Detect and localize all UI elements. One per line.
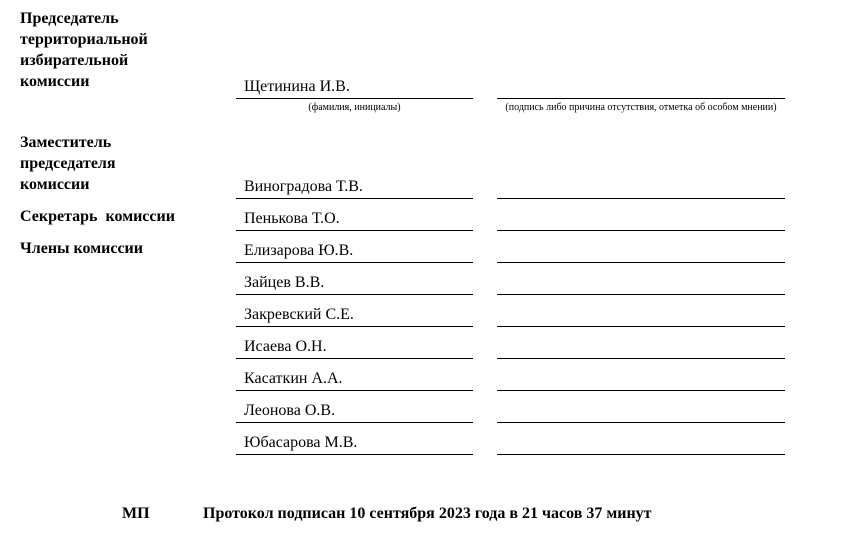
deputy-role-label [20, 132, 116, 195]
chairman-name-line [236, 98, 473, 99]
member-name: Исаева О.Н. [244, 338, 327, 355]
member-name: Елизарова Ю.В. [244, 242, 354, 259]
member-name: Леонова О.В. [244, 402, 336, 419]
member-name-line [236, 262, 473, 263]
members-role-label: Члены комиссии [20, 240, 143, 257]
deputy-signature-line [497, 198, 785, 199]
member-signature-line [497, 294, 785, 295]
name-caption: (фамилия, инициалы) [308, 102, 401, 113]
deputy-name-line [236, 198, 473, 199]
member-signature-line [497, 454, 785, 455]
secretary-name: Пенькова Т.О. [244, 210, 340, 227]
member-name: Касаткин А.А. [244, 370, 343, 387]
role-line: комиссии [20, 73, 90, 90]
chairman-signature-line [497, 98, 785, 99]
secretary-role-label: Секретарь комиссии [20, 208, 175, 225]
deputy-name: Виноградова Т.В. [244, 178, 363, 195]
chairman-role-label [20, 8, 148, 92]
member-name-line [236, 294, 473, 295]
role-line: Председатель [20, 10, 119, 27]
signature-caption: (подпись либо причина отсутствия, отметка об особом мнении) [505, 102, 777, 113]
member-signature-line [497, 390, 785, 391]
member-name: Юбасарова М.В. [244, 434, 358, 451]
member-name-line [236, 422, 473, 423]
role-line: Заместитель [20, 134, 112, 151]
member-name-line [236, 390, 473, 391]
protocol-signed-text: Протокол подписан 10 сентября 2023 года в 21 часов 37 минут [203, 505, 652, 522]
chairman-name: Щетинина И.В. [244, 78, 350, 95]
role-line: председателя [20, 155, 116, 172]
member-name: Зайцев В.В. [244, 274, 325, 291]
member-signature-line [497, 422, 785, 423]
member-name-line [236, 326, 473, 327]
member-signature-line [497, 358, 785, 359]
role-line: избирательной [20, 52, 129, 69]
member-signature-line [497, 326, 785, 327]
member-name-line [236, 358, 473, 359]
role-line: комиссии [20, 176, 90, 193]
seal-label: МП [122, 505, 150, 522]
member-signature-line [497, 262, 785, 263]
role-line: территориальной [20, 31, 148, 48]
secretary-signature-line [497, 230, 785, 231]
secretary-name-line [236, 230, 473, 231]
member-name: Закревский С.Е. [244, 306, 354, 323]
member-name-line [236, 454, 473, 455]
